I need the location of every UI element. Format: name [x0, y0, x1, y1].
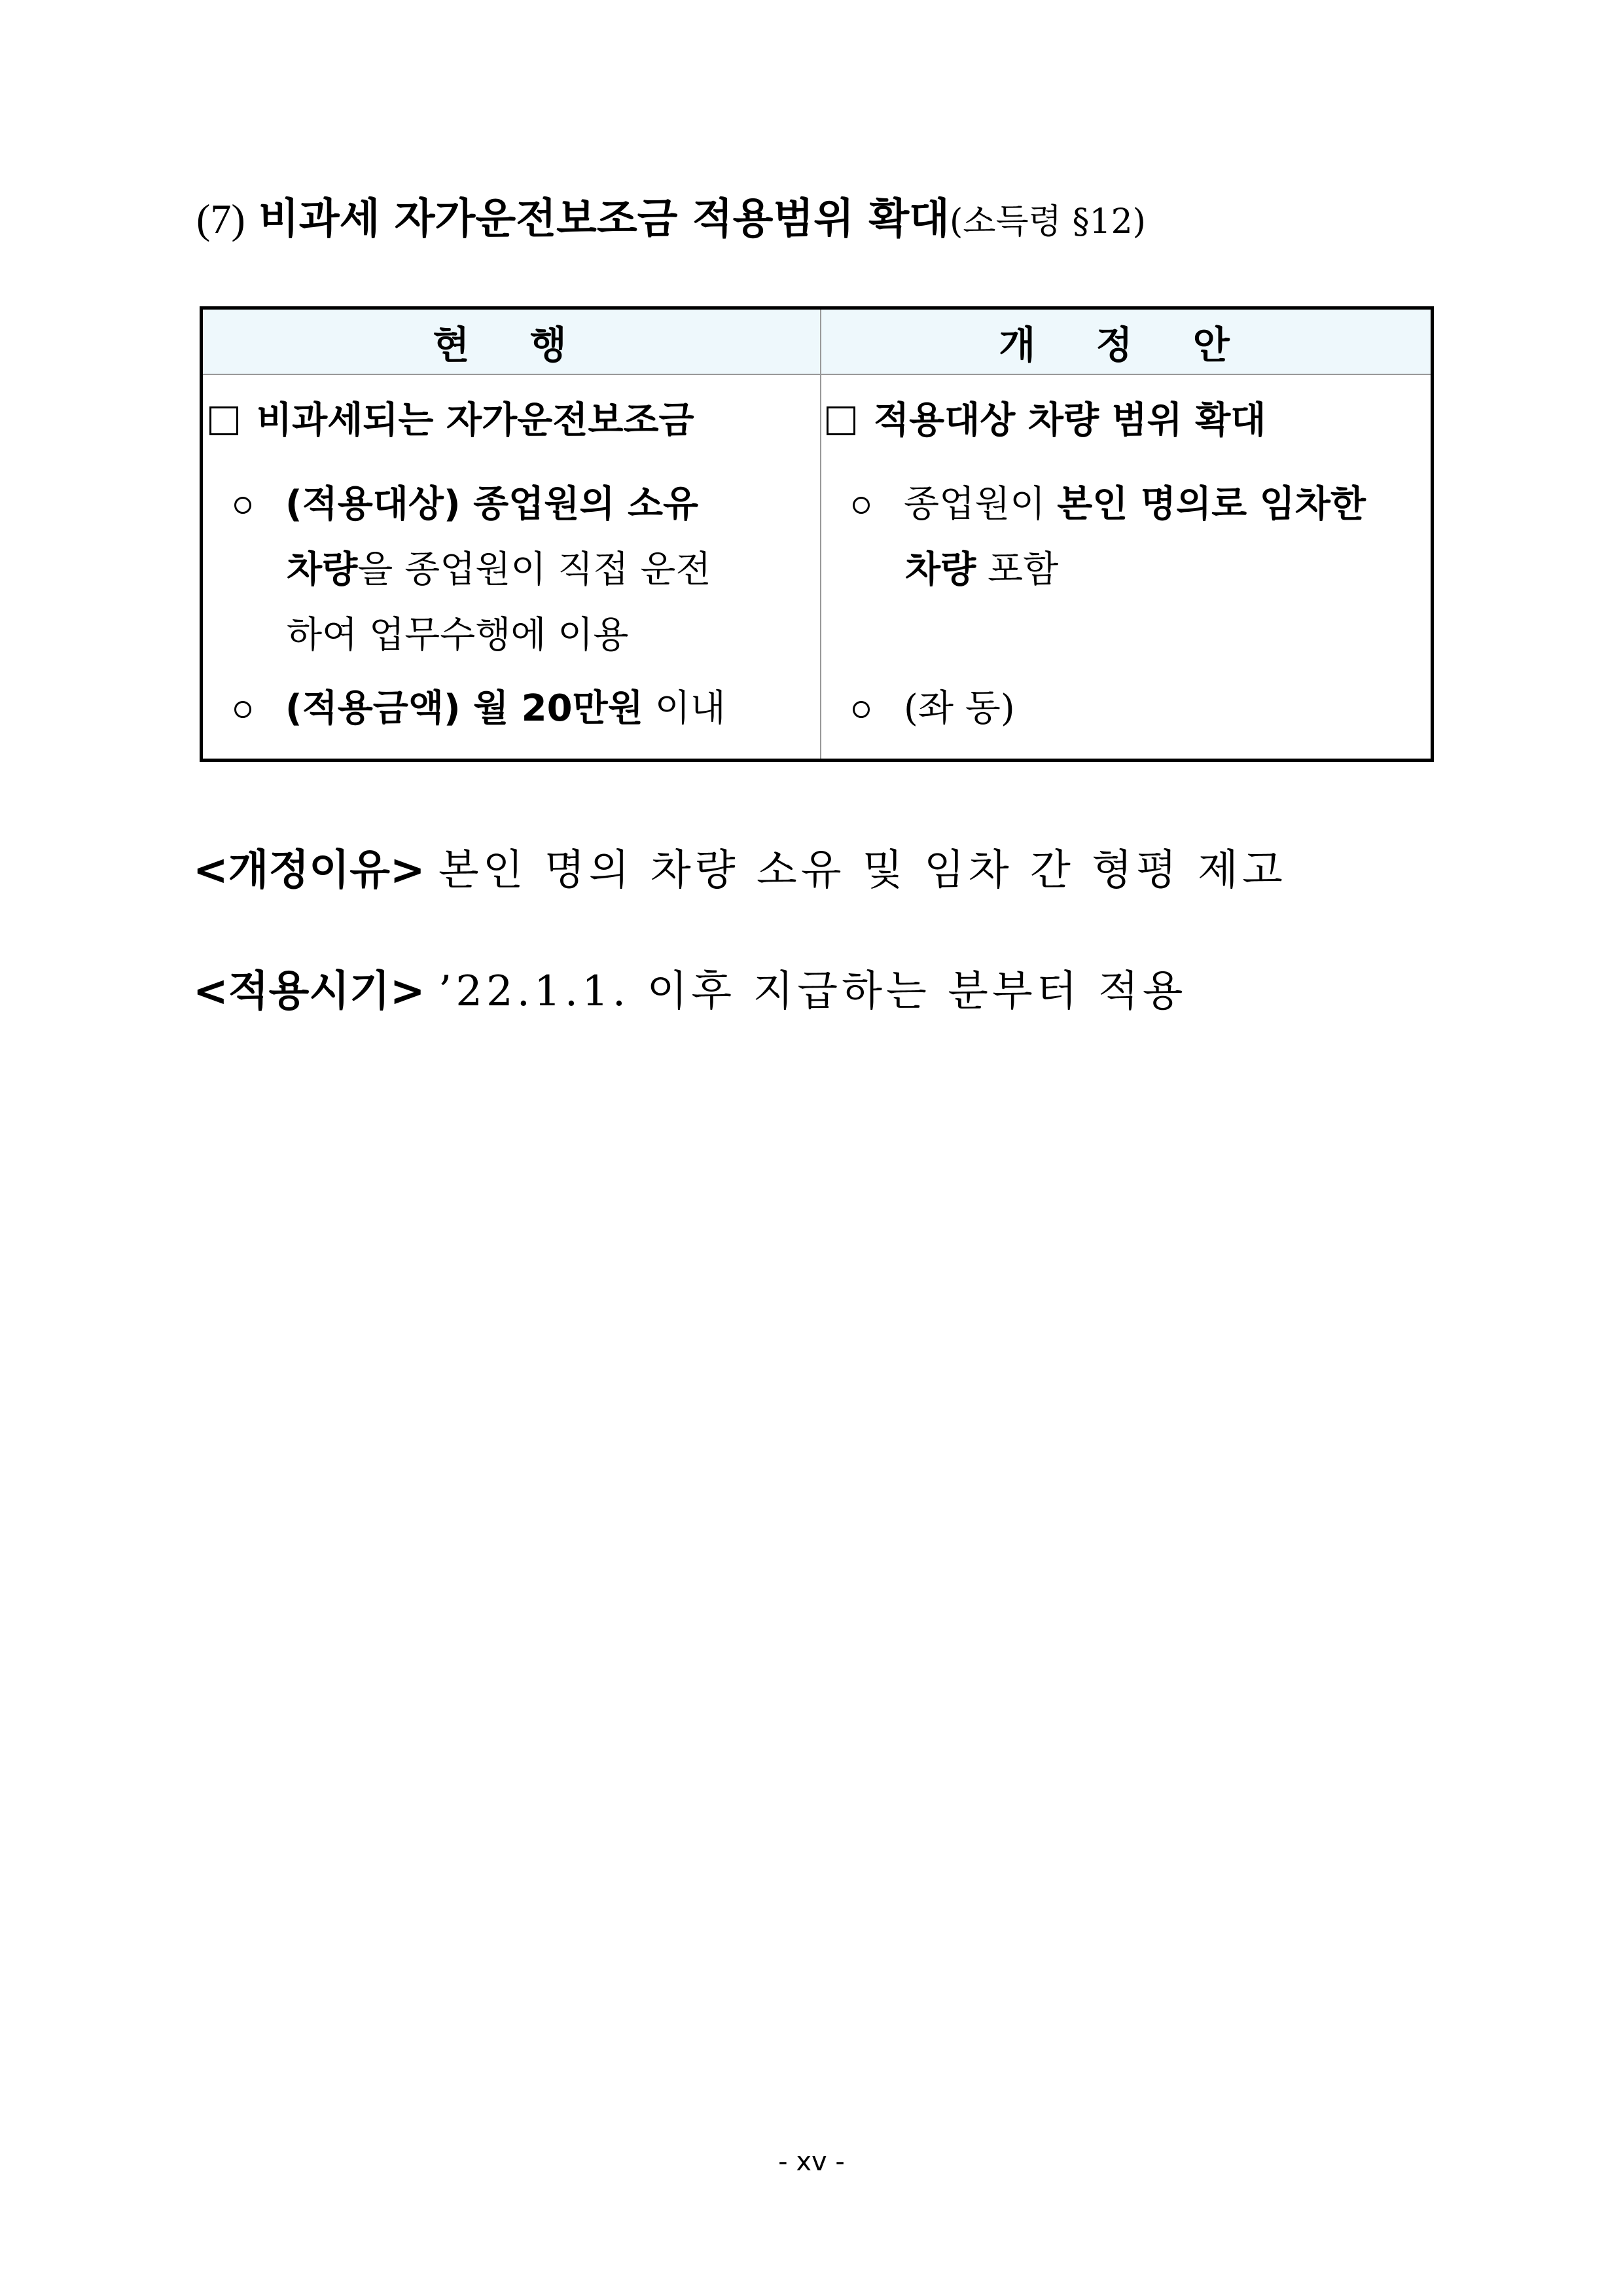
current-column-header: 현 행 [203, 310, 820, 375]
current-box-item: 비과세되는 자가운전보조금 [209, 388, 694, 454]
effective-date-line [193, 962, 1187, 1021]
current-item-target: (적용대상) 종업원의 소유 [234, 472, 698, 537]
square-bullet-icon [209, 406, 238, 435]
proposed-column-header: 개 정 안 [821, 310, 1431, 375]
reason-text: 본인 명의 차량 소유 및 임차 간 형평 제고 [438, 846, 1287, 895]
comparison-table [200, 306, 1434, 762]
section-title: 비과세 자가운전보조금 적용범위 확대 [258, 195, 950, 243]
legal-reference: (소득령 §12) [950, 202, 1146, 242]
proposed-item-scope: 종업원이 본인 명의로 임차한 [853, 472, 1366, 537]
column-divider [820, 310, 821, 759]
current-item-target-line3: 하여 업무수행에 이용 [287, 614, 629, 656]
proposed-item-scope-line2: 차량 포함 [905, 548, 1059, 591]
page-number: - xv - [778, 2147, 845, 2177]
proposed-box-item: 적용대상 차량 범위 확대 [827, 388, 1266, 454]
proposed-item-amount: (좌 동) [853, 676, 1015, 742]
effective-label: <적용시기> [193, 967, 425, 1016]
section-number: (7) [196, 196, 245, 242]
current-item-target-line2: 차량을 종업원이 직접 운전 [287, 548, 711, 591]
circle-bullet-icon [853, 497, 870, 514]
section-heading [196, 190, 1146, 251]
reason-line [193, 841, 1287, 900]
circle-bullet-icon [853, 701, 870, 718]
current-item-amount: (적용금액) 월 20만원 이내 [234, 676, 726, 742]
square-bullet-icon [827, 406, 855, 435]
circle-bullet-icon [234, 497, 251, 514]
circle-bullet-icon [234, 701, 251, 718]
reason-label: <개정이유> [193, 846, 425, 895]
effective-text: ’22.1.1. 이후 지급하는 분부터 적용 [438, 967, 1187, 1016]
